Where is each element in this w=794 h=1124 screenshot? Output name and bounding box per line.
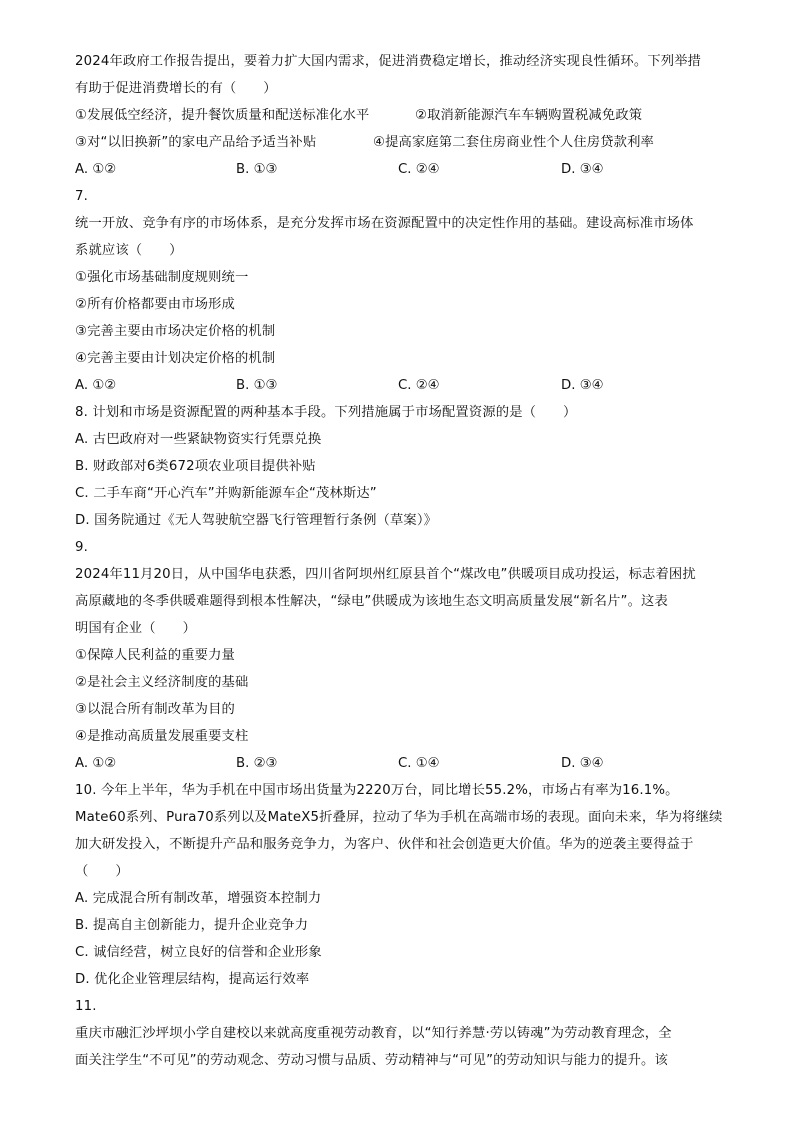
q8-option-c[interactable]: C. 二手车商“开心汽车”并购新能源车企“茂林斯达” [75, 486, 377, 501]
q10-option-c[interactable]: C. 诚信经营，树立良好的信誉和企业形象 [75, 945, 322, 960]
q10-option-d[interactable]: D. 优化企业管理层结构，提高运行效率 [75, 972, 310, 987]
q9-option-c[interactable]: C. ①④ [398, 756, 440, 771]
q11-number: 11. [75, 999, 97, 1014]
q9-stem-line-2: 高原藏地的冬季供暖难题得到根本性解决，“绿电”供暖成为该地生态文明高质量发展“新名片”。这表 [75, 594, 668, 609]
q6-statement-1: ①发展低空经济，提升餐饮质量和配送标准化水平 [75, 108, 370, 123]
q7-stem-line-1: 统一开放、竞争有序的市场体系，是充分发挥市场在资源配置中的决定性作用的基础。建设高标准市场体 [75, 216, 694, 231]
q7-number: 7. [75, 189, 88, 204]
q9-option-d[interactable]: D. ③④ [561, 756, 604, 771]
q10-stem-line-4: （ ） [75, 864, 129, 879]
q6-options [75, 161, 725, 179]
q6-option-d[interactable]: D. ③④ [561, 162, 604, 177]
q7-option-a[interactable]: A. ①② [75, 378, 117, 393]
q9-option-b[interactable]: B. ②③ [236, 756, 278, 771]
q9-options [75, 755, 725, 773]
q10-stem-line-3: 加大研发投入，不断提升产品和服务竞争力，为客户、伙伴和社会创造更大价值。华为的逆袭主要得益于 [75, 837, 694, 852]
q9-number: 9. [75, 540, 88, 555]
q11-stem-line-2: 面关注学生“不可见”的劳动观念、劳动习惯与品质、劳动精神与“可见”的劳动知识与能力的提升。该 [75, 1053, 668, 1068]
q6-option-b[interactable]: B. ①③ [236, 162, 278, 177]
q6-statement-2: ②取消新能源汽车车辆购置税减免政策 [415, 108, 643, 123]
q11-stem-line-1: 重庆市融汇沙坪坝小学自建校以来就高度重视劳动教育，以“知行养慧·劳以铸魂”为劳动教育理念，全 [75, 1026, 672, 1041]
q8-option-a[interactable]: A. 古巴政府对一些紧缺物资实行凭票兑换 [75, 432, 322, 447]
q10-option-a[interactable]: A. 完成混合所有制改革，增强资本控制力 [75, 891, 322, 906]
q7-option-d[interactable]: D. ③④ [561, 378, 604, 393]
q8-option-d[interactable]: D. 国务院通过《无人驾驶航空器飞行管理暂行条例（草案）》 [75, 513, 438, 528]
q6-option-a[interactable]: A. ①② [75, 162, 117, 177]
q7-statement-4: ④完善主要由计划决定价格的机制 [75, 351, 276, 366]
q7-option-c[interactable]: C. ②④ [398, 378, 440, 393]
q9-option-a[interactable]: A. ①② [75, 756, 117, 771]
q6-statement-3: ③对“以旧换新”的家电产品给予适当补贴 [75, 135, 317, 150]
q7-options [75, 377, 725, 395]
q7-stem-line-2: 系就应该（ ） [75, 243, 183, 258]
q9-stem-line-3: 明国有企业（ ） [75, 621, 197, 636]
q10-stem-line-2: Mate60系列、Pura70系列以及MateX5折叠屏，拉动了华为手机在高端市场的表现。面向未来，华为将继续 [75, 810, 723, 825]
q6-statements-row-1 [75, 107, 725, 125]
q6-statement-4: ④提高家庭第二套住房商业性个人住房贷款利率 [373, 135, 655, 150]
q8-option-b[interactable]: B. 财政部对6类672项农业项目提供补贴 [75, 459, 316, 474]
q10-stem-line-1: 10. 今年上半年，华为手机在中国市场出货量为2220万台，同比增长55.2%，市场占有率为16.1%。 [75, 783, 679, 798]
q9-statement-2: ②是社会主义经济制度的基础 [75, 675, 249, 690]
q7-statement-3: ③完善主要由市场决定价格的机制 [75, 324, 276, 339]
q6-option-c[interactable]: C. ②④ [398, 162, 440, 177]
q10-option-b[interactable]: B. 提高自主创新能力，提升企业竞争力 [75, 918, 309, 933]
q9-statement-3: ③以混合所有制改革为目的 [75, 702, 235, 717]
q7-statement-1: ①强化市场基础制度规则统一 [75, 270, 249, 285]
q7-statement-2: ②所有价格都要由市场形成 [75, 297, 235, 312]
q8-stem: 8. 计划和市场是资源配置的两种基本手段。下列措施属于市场配置资源的是（ ） [75, 405, 577, 420]
q9-stem-line-1: 2024年11月20日，从中国华电获悉，四川省阿坝州红原县首个“煤改电”供暖项目成功投运，标志着困扰 [75, 567, 696, 582]
q6-stem-line-1: 2024年政府工作报告提出，要着力扩大国内需求，促进消费稳定增长，推动经济实现良性循环。下列举措 [75, 54, 702, 69]
q9-statement-1: ①保障人民利益的重要力量 [75, 648, 235, 663]
q7-option-b[interactable]: B. ①③ [236, 378, 278, 393]
q9-statement-4: ④是推动高质量发展重要支柱 [75, 729, 249, 744]
q6-statements-row-2 [75, 134, 725, 152]
q6-stem-line-2: 有助于促进消费增长的有（ ） [75, 81, 277, 96]
